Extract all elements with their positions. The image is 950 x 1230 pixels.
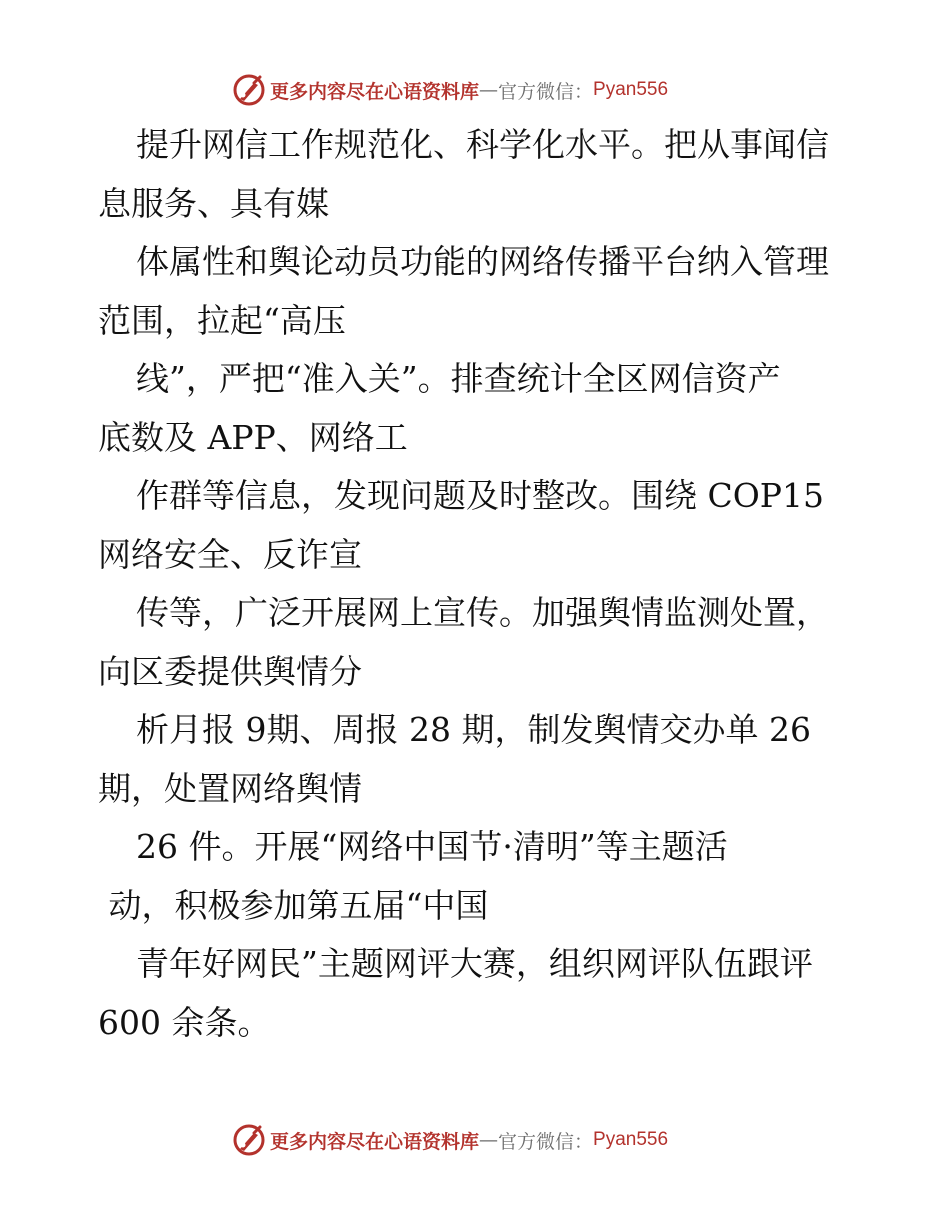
header-banner [232, 72, 668, 108]
text-line: 提升网信工作规范化、科学化水平。把从事闻信 [136, 125, 829, 164]
text-line: 期，处置网络舆情 [98, 768, 362, 808]
text-line: 向区委提供舆情分 [98, 651, 362, 691]
footer-banner [232, 1122, 668, 1158]
banner-dash: — [479, 1129, 499, 1151]
text-line: 作群等信息，发现问题及时整改。围绕 COP15 [136, 476, 824, 515]
banner-wechat-id: Pyan556 [593, 1129, 669, 1150]
text-line: 体属性和舆论动员功能的网络传播平台纳入管理 [136, 242, 829, 281]
text-line: 600 余条。 [98, 1002, 271, 1042]
text-line: 26 件。开展“网络中国节·清明”等主题活 [136, 827, 728, 866]
text-line: 线”，严把“准入关”。排查统计全区网信资产 [136, 359, 781, 398]
text-line: 网络安全、反诈宣 [98, 534, 362, 574]
banner-label: 官方微信： [498, 1130, 594, 1153]
text-line: 析月报 9期、周报 28 期，制发舆情交办单 26 [136, 710, 811, 749]
text-line: 范围，拉起“高压 [98, 300, 346, 340]
text-line: 息服务、具有媒 [98, 183, 329, 223]
writing-brush-logo-icon [232, 1123, 266, 1157]
body-paragraph [98, 116, 898, 1052]
banner-title: 更多内容尽在心语资料库 [270, 80, 480, 103]
banner-dash: — [479, 79, 499, 101]
text-line: 传等，广泛开展网上宣传。加强舆情监测处置， [136, 593, 829, 632]
text-line: 青年好网民”主题网评大赛，组织网评队伍跟评 [136, 944, 813, 983]
text-line: 动，积极参加第五届“中国 [98, 885, 489, 925]
banner-wechat-id: Pyan556 [593, 79, 669, 100]
text-line: 底数及 APP、网络工 [98, 417, 408, 457]
banner-title: 更多内容尽在心语资料库 [270, 1130, 480, 1153]
banner-label: 官方微信： [498, 80, 594, 103]
writing-brush-logo-icon [232, 73, 266, 107]
